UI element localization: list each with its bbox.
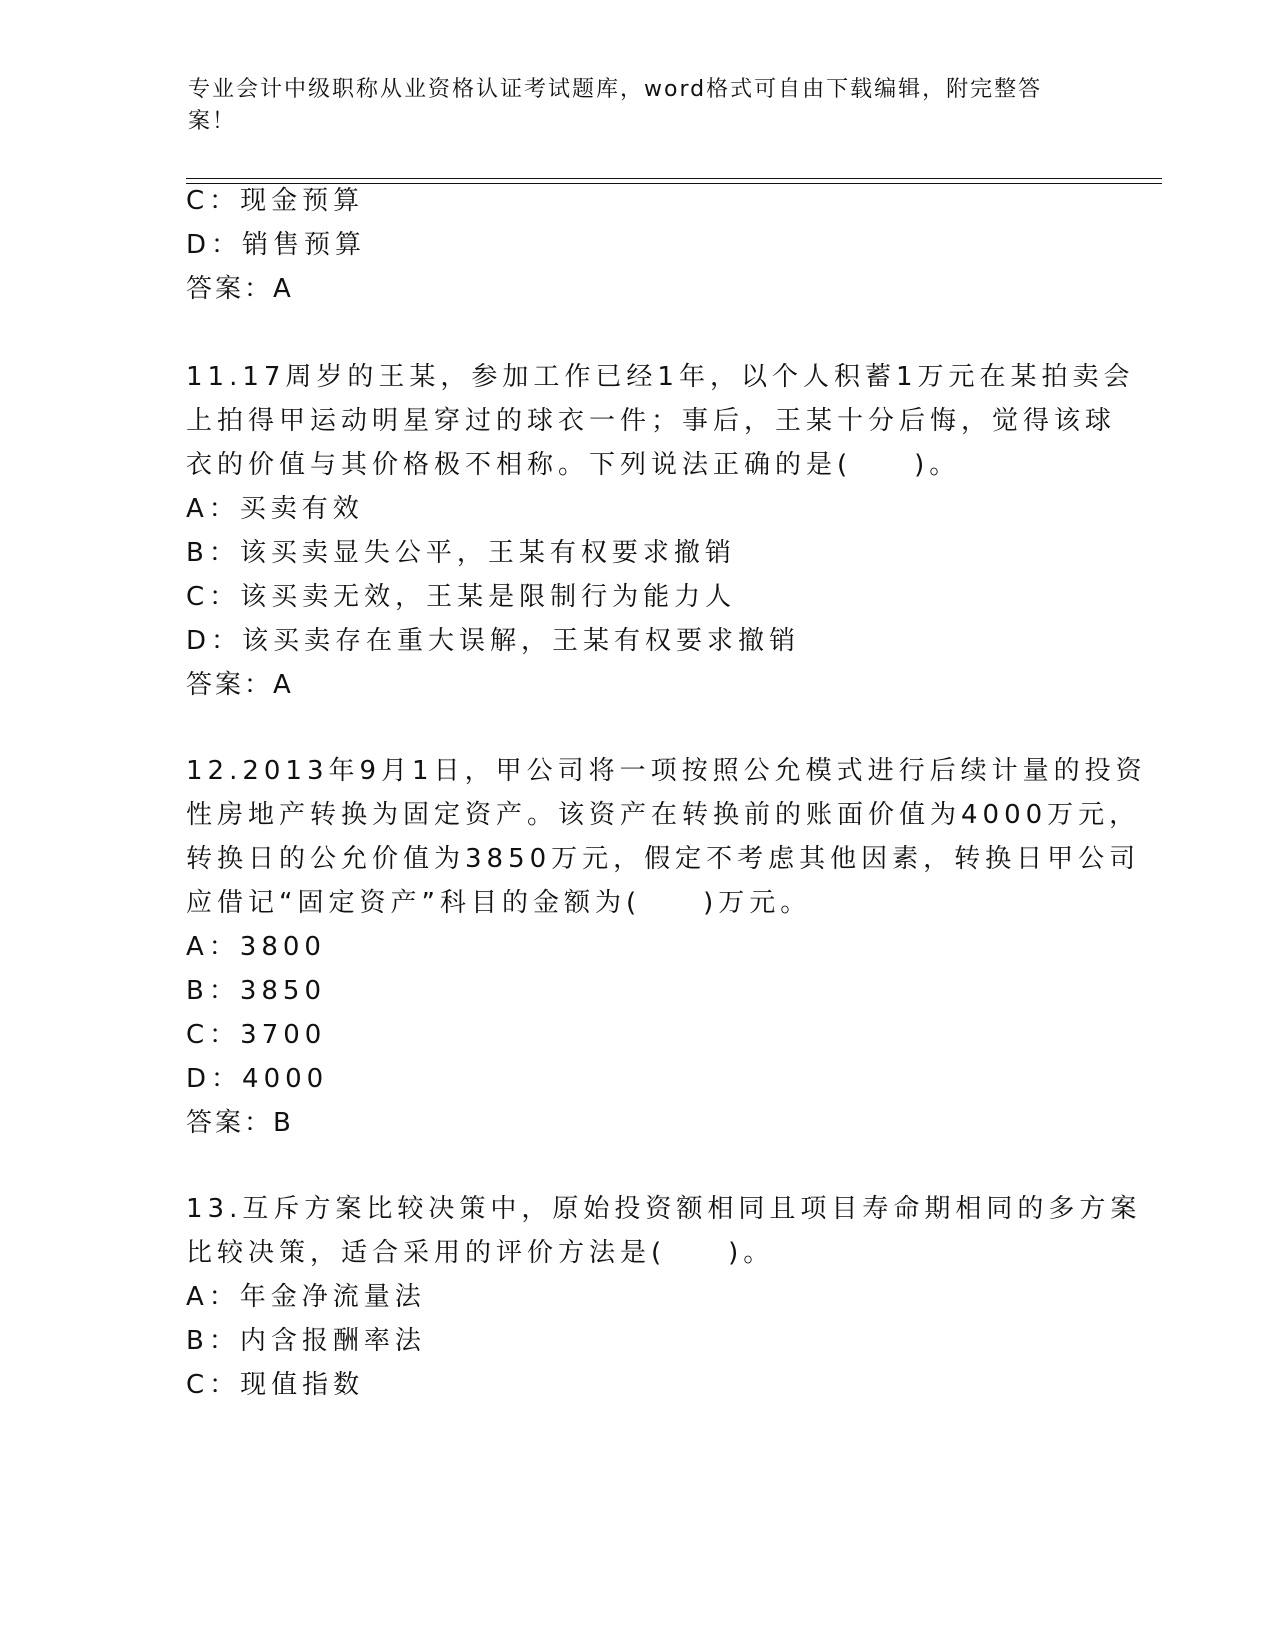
page-header <box>188 74 1068 138</box>
q13-option-c: C：现值指数 <box>186 1370 365 1400</box>
q11-answer: 答案：A <box>186 670 294 700</box>
q12-stem-line-2: 性房地产转换为固定资产。该资产在转换前的账面价值为4000万元， <box>186 800 1141 830</box>
q12-stem-line-4: 应借记“固定资产”科目的金额为( )万元。 <box>186 888 812 918</box>
q13-option-b: B：内含报酬率法 <box>186 1326 426 1356</box>
q13-stem-line-1: 13.互斥方案比较决策中，原始投资额相同且项目寿命期相同的多方案 <box>186 1194 1142 1224</box>
q12-option-a: A：3800 <box>186 932 326 962</box>
header-title-line-2: 案！ <box>188 109 237 134</box>
q10-answer: 答案：A <box>186 274 294 304</box>
q11-option-a: A：买卖有效 <box>186 494 364 524</box>
q11-stem-line-2: 上拍得甲运动明星穿过的球衣一件；事后，王某十分后悔，觉得该球 <box>186 406 1117 436</box>
q10-option-d: D：销售预算 <box>186 230 367 260</box>
q11-option-b: B：该买卖显失公平，王某有权要求撤销 <box>186 538 736 568</box>
q13-option-a: A：年金净流量法 <box>186 1282 426 1312</box>
q12-stem-line-3: 转换日的公允价值为3850万元，假定不考虑其他因素，转换日甲公司 <box>186 844 1141 874</box>
q11-stem-line-3: 衣的价值与其价格极不相称。下列说法正确的是( )。 <box>186 450 961 480</box>
q11-option-c: C：该买卖无效，王某是限制行为能力人 <box>186 582 737 612</box>
q10-option-c: C：现金预算 <box>186 186 365 216</box>
q13-stem-line-2: 比较决策，适合采用的评价方法是( )。 <box>186 1238 775 1268</box>
header-title-line-1: 专业会计中级职称从业资格认证考试题库，word格式可自由下载编辑，附完整答 <box>188 77 1043 102</box>
q11-option-d: D：该买卖存在重大误解，王某有权要求撤销 <box>186 626 801 656</box>
q11-stem-line-1: 11.17周岁的王某，参加工作已经1年，以个人积蓄1万元在某拍卖会 <box>186 362 1135 392</box>
q12-option-d: D：4000 <box>186 1064 329 1094</box>
q12-stem-line-1: 12.2013年9月1日，甲公司将一项按照公允模式进行后续计量的投资 <box>186 756 1147 786</box>
q12-answer: 答案：B <box>186 1108 294 1138</box>
header-divider-top <box>186 178 1162 179</box>
q12-option-b: B：3850 <box>186 976 327 1006</box>
q12-option-c: C：3700 <box>186 1020 327 1050</box>
